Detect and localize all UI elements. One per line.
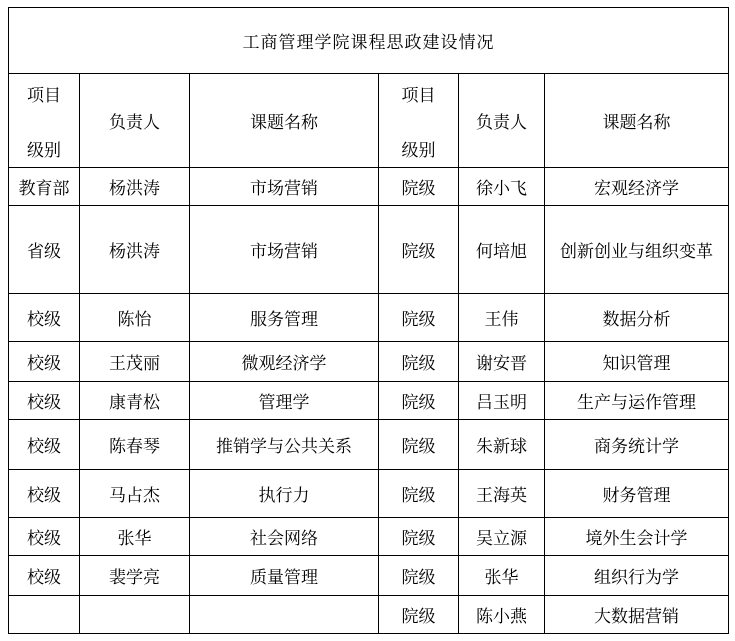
header-course-left: 课题名称 <box>190 74 379 168</box>
cell-course-left: 社会网络 <box>190 518 379 556</box>
header-level-line2: 级别 <box>401 140 436 161</box>
cell-level-right: 院级 <box>379 420 459 470</box>
cell-level-right: 院级 <box>379 556 459 596</box>
cell-course-left: 推销学与公共关系 <box>190 420 379 470</box>
cell-level-right: 院级 <box>379 596 459 634</box>
header-level-left <box>9 74 80 168</box>
cell-owner-left: 马占杰 <box>80 470 190 518</box>
cell-owner-left: 杨洪涛 <box>80 168 190 206</box>
cell-owner-left: 陈怡 <box>80 294 190 342</box>
cell-course-left: 执行力 <box>190 470 379 518</box>
cell-level-left: 校级 <box>9 556 80 596</box>
cell-owner-right: 陈小燕 <box>459 596 545 634</box>
table-row <box>9 294 729 342</box>
cell-level-left: 省级 <box>9 206 80 294</box>
cell-owner-right: 王伟 <box>459 294 545 342</box>
table-body <box>9 168 729 634</box>
cell-level-right: 院级 <box>379 168 459 206</box>
cell-course-right: 商务统计学 <box>545 420 729 470</box>
cell-level-right: 院级 <box>379 470 459 518</box>
cell-course-left: 市场营销 <box>190 168 379 206</box>
cell-owner-right: 吴立源 <box>459 518 545 556</box>
cell-owner-right: 张华 <box>459 556 545 596</box>
cell-level-left: 校级 <box>9 382 80 420</box>
course-table <box>8 7 729 634</box>
cell-owner-right: 朱新球 <box>459 420 545 470</box>
cell-course-right: 创新创业与组织变革 <box>545 206 729 294</box>
table-row <box>9 168 729 206</box>
cell-level-left: 校级 <box>9 420 80 470</box>
table-row <box>9 470 729 518</box>
cell-level-left: 校级 <box>9 470 80 518</box>
cell-course-right: 组织行为学 <box>545 556 729 596</box>
table-row <box>9 596 729 634</box>
header-row <box>9 74 729 168</box>
cell-owner-left: 康青松 <box>80 382 190 420</box>
cell-owner-right: 王海英 <box>459 470 545 518</box>
cell-owner-right: 谢安晋 <box>459 342 545 382</box>
page-title: 工商管理学院课程思政建设情况 <box>9 8 729 74</box>
cell-course-right: 宏观经济学 <box>545 168 729 206</box>
table-row <box>9 518 729 556</box>
cell-course-right: 大数据营销 <box>545 596 729 634</box>
cell-owner-left: 杨洪涛 <box>80 206 190 294</box>
header-level-right <box>379 74 459 168</box>
cell-course-right: 数据分析 <box>545 294 729 342</box>
cell-owner-left: 陈春琴 <box>80 420 190 470</box>
table-row <box>9 206 729 294</box>
cell-level-left: 校级 <box>9 294 80 342</box>
cell-course-left <box>190 596 379 634</box>
cell-level-left: 校级 <box>9 518 80 556</box>
cell-course-right: 知识管理 <box>545 342 729 382</box>
header-level-line2: 级别 <box>27 140 61 161</box>
cell-level-left: 校级 <box>9 342 80 382</box>
cell-course-left: 服务管理 <box>190 294 379 342</box>
cell-owner-right: 吕玉明 <box>459 382 545 420</box>
table-row <box>9 382 729 420</box>
cell-owner-left: 张华 <box>80 518 190 556</box>
cell-owner-right: 徐小飞 <box>459 168 545 206</box>
cell-course-right: 生产与运作管理 <box>545 382 729 420</box>
table-row <box>9 420 729 470</box>
table-row <box>9 556 729 596</box>
cell-owner-left: 裴学亮 <box>80 556 190 596</box>
header-level-line1: 项目 <box>27 85 61 106</box>
cell-course-left: 管理学 <box>190 382 379 420</box>
cell-course-left: 质量管理 <box>190 556 379 596</box>
cell-level-right: 院级 <box>379 518 459 556</box>
cell-level-right: 院级 <box>379 294 459 342</box>
cell-level-left <box>9 596 80 634</box>
cell-course-right: 财务管理 <box>545 470 729 518</box>
cell-course-left: 市场营销 <box>190 206 379 294</box>
header-owner-left: 负责人 <box>80 74 190 168</box>
cell-level-right: 院级 <box>379 382 459 420</box>
cell-course-right: 境外生会计学 <box>545 518 729 556</box>
table-row <box>9 342 729 382</box>
header-level-line1: 项目 <box>401 85 436 106</box>
header-course-right: 课题名称 <box>545 74 729 168</box>
cell-level-left: 教育部 <box>9 168 80 206</box>
title-row <box>9 8 729 74</box>
cell-level-right: 院级 <box>379 342 459 382</box>
cell-course-left: 微观经济学 <box>190 342 379 382</box>
cell-level-right: 院级 <box>379 206 459 294</box>
cell-owner-right: 何培旭 <box>459 206 545 294</box>
cell-owner-left: 王茂丽 <box>80 342 190 382</box>
header-owner-right: 负责人 <box>459 74 545 168</box>
cell-owner-left <box>80 596 190 634</box>
